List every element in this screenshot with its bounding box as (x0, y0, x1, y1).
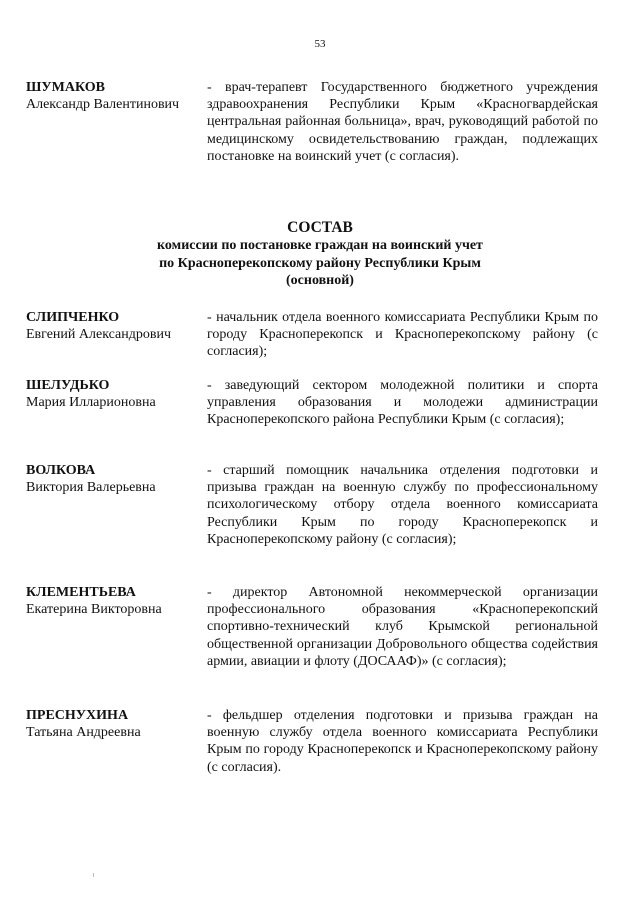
composition-heading (0, 218, 640, 290)
surname: СЛИПЧЕНКО (26, 310, 120, 325)
role-description: - заведующий сектором молодежной политики и спорта управления образования и молодежи администрации Красноперекопского района Республики Крым (с согласия); (207, 378, 598, 428)
surname: ШУМАКОВ (26, 80, 106, 95)
scan-artifact-mark (93, 873, 94, 877)
heading-subtitle-3: (основной) (286, 273, 354, 288)
role-description: - фельдшер отделения подготовки и призыва граждан на военную службу отдела военного комиссариата Республики Крым по городу Красноперекопск и Красноперекопскому району (с согласия). (207, 708, 598, 775)
surname: ПРЕСНУХИНА (26, 708, 129, 723)
heading-subtitle-1: комиссии по постановке граждан на воинский учет (157, 238, 483, 253)
given-name: Татьяна Андреевна (26, 725, 141, 741)
surname: ШЕЛУДЬКО (26, 378, 110, 393)
member-klementyeva (26, 584, 598, 670)
page-number: 53 (314, 38, 326, 50)
member-sheludko (26, 377, 598, 429)
given-name: Виктория Валерьевна (26, 480, 156, 496)
entry-shumakov (26, 79, 598, 165)
person-name (26, 377, 206, 411)
person-name (26, 707, 206, 741)
heading-subtitle-2: по Красноперекопскому району Республики Крым (159, 255, 481, 271)
person-name (26, 462, 206, 496)
given-name: Мария Илларионовна (26, 395, 156, 411)
surname: КЛЕМЕНТЬЕВА (26, 585, 136, 600)
role-description: - директор Автономной некоммерческой организации профессионального образования «Красноперекопский спортивно-технический клуб Крымской региональной общественной организации Добровольного общества содействия армии, авиации и флоту (ДОСААФ)» (с согласия); (207, 585, 598, 669)
person-name (26, 309, 206, 343)
role-description: - старший помощник начальника отделения подготовки и призыва граждан на военную службу по профессиональному психологическому отбору отдела военного комиссариата Республики Крым по городу Красноперекопск и Красноперекопскому району (с согласия); (207, 463, 598, 547)
member-volkova (26, 462, 598, 548)
given-name: Евгений Александрович (26, 327, 172, 343)
heading-title: СОСТАВ (287, 219, 353, 236)
surname: ВОЛКОВА (26, 463, 96, 478)
given-name: Екатерина Викторовна (26, 602, 162, 618)
given-name: Александр Валентинович (26, 97, 180, 113)
role-description: - начальник отдела военного комиссариата Республики Крым по городу Красноперекопск и Красноперекопскому району (с согласия); (207, 310, 598, 360)
role-description: - врач-терапевт Государственного бюджетного учреждения здравоохранения Республики Крым «Красногвардейская центральная районная больница», врач, руководящий работой по медицинскому освидетельствованию граждан, подлежащих постановке на воинский учет (с согласия). (207, 80, 598, 164)
person-name (26, 79, 206, 113)
member-slipchenko (26, 309, 598, 361)
person-name (26, 584, 206, 618)
member-presnukhina (26, 707, 598, 776)
